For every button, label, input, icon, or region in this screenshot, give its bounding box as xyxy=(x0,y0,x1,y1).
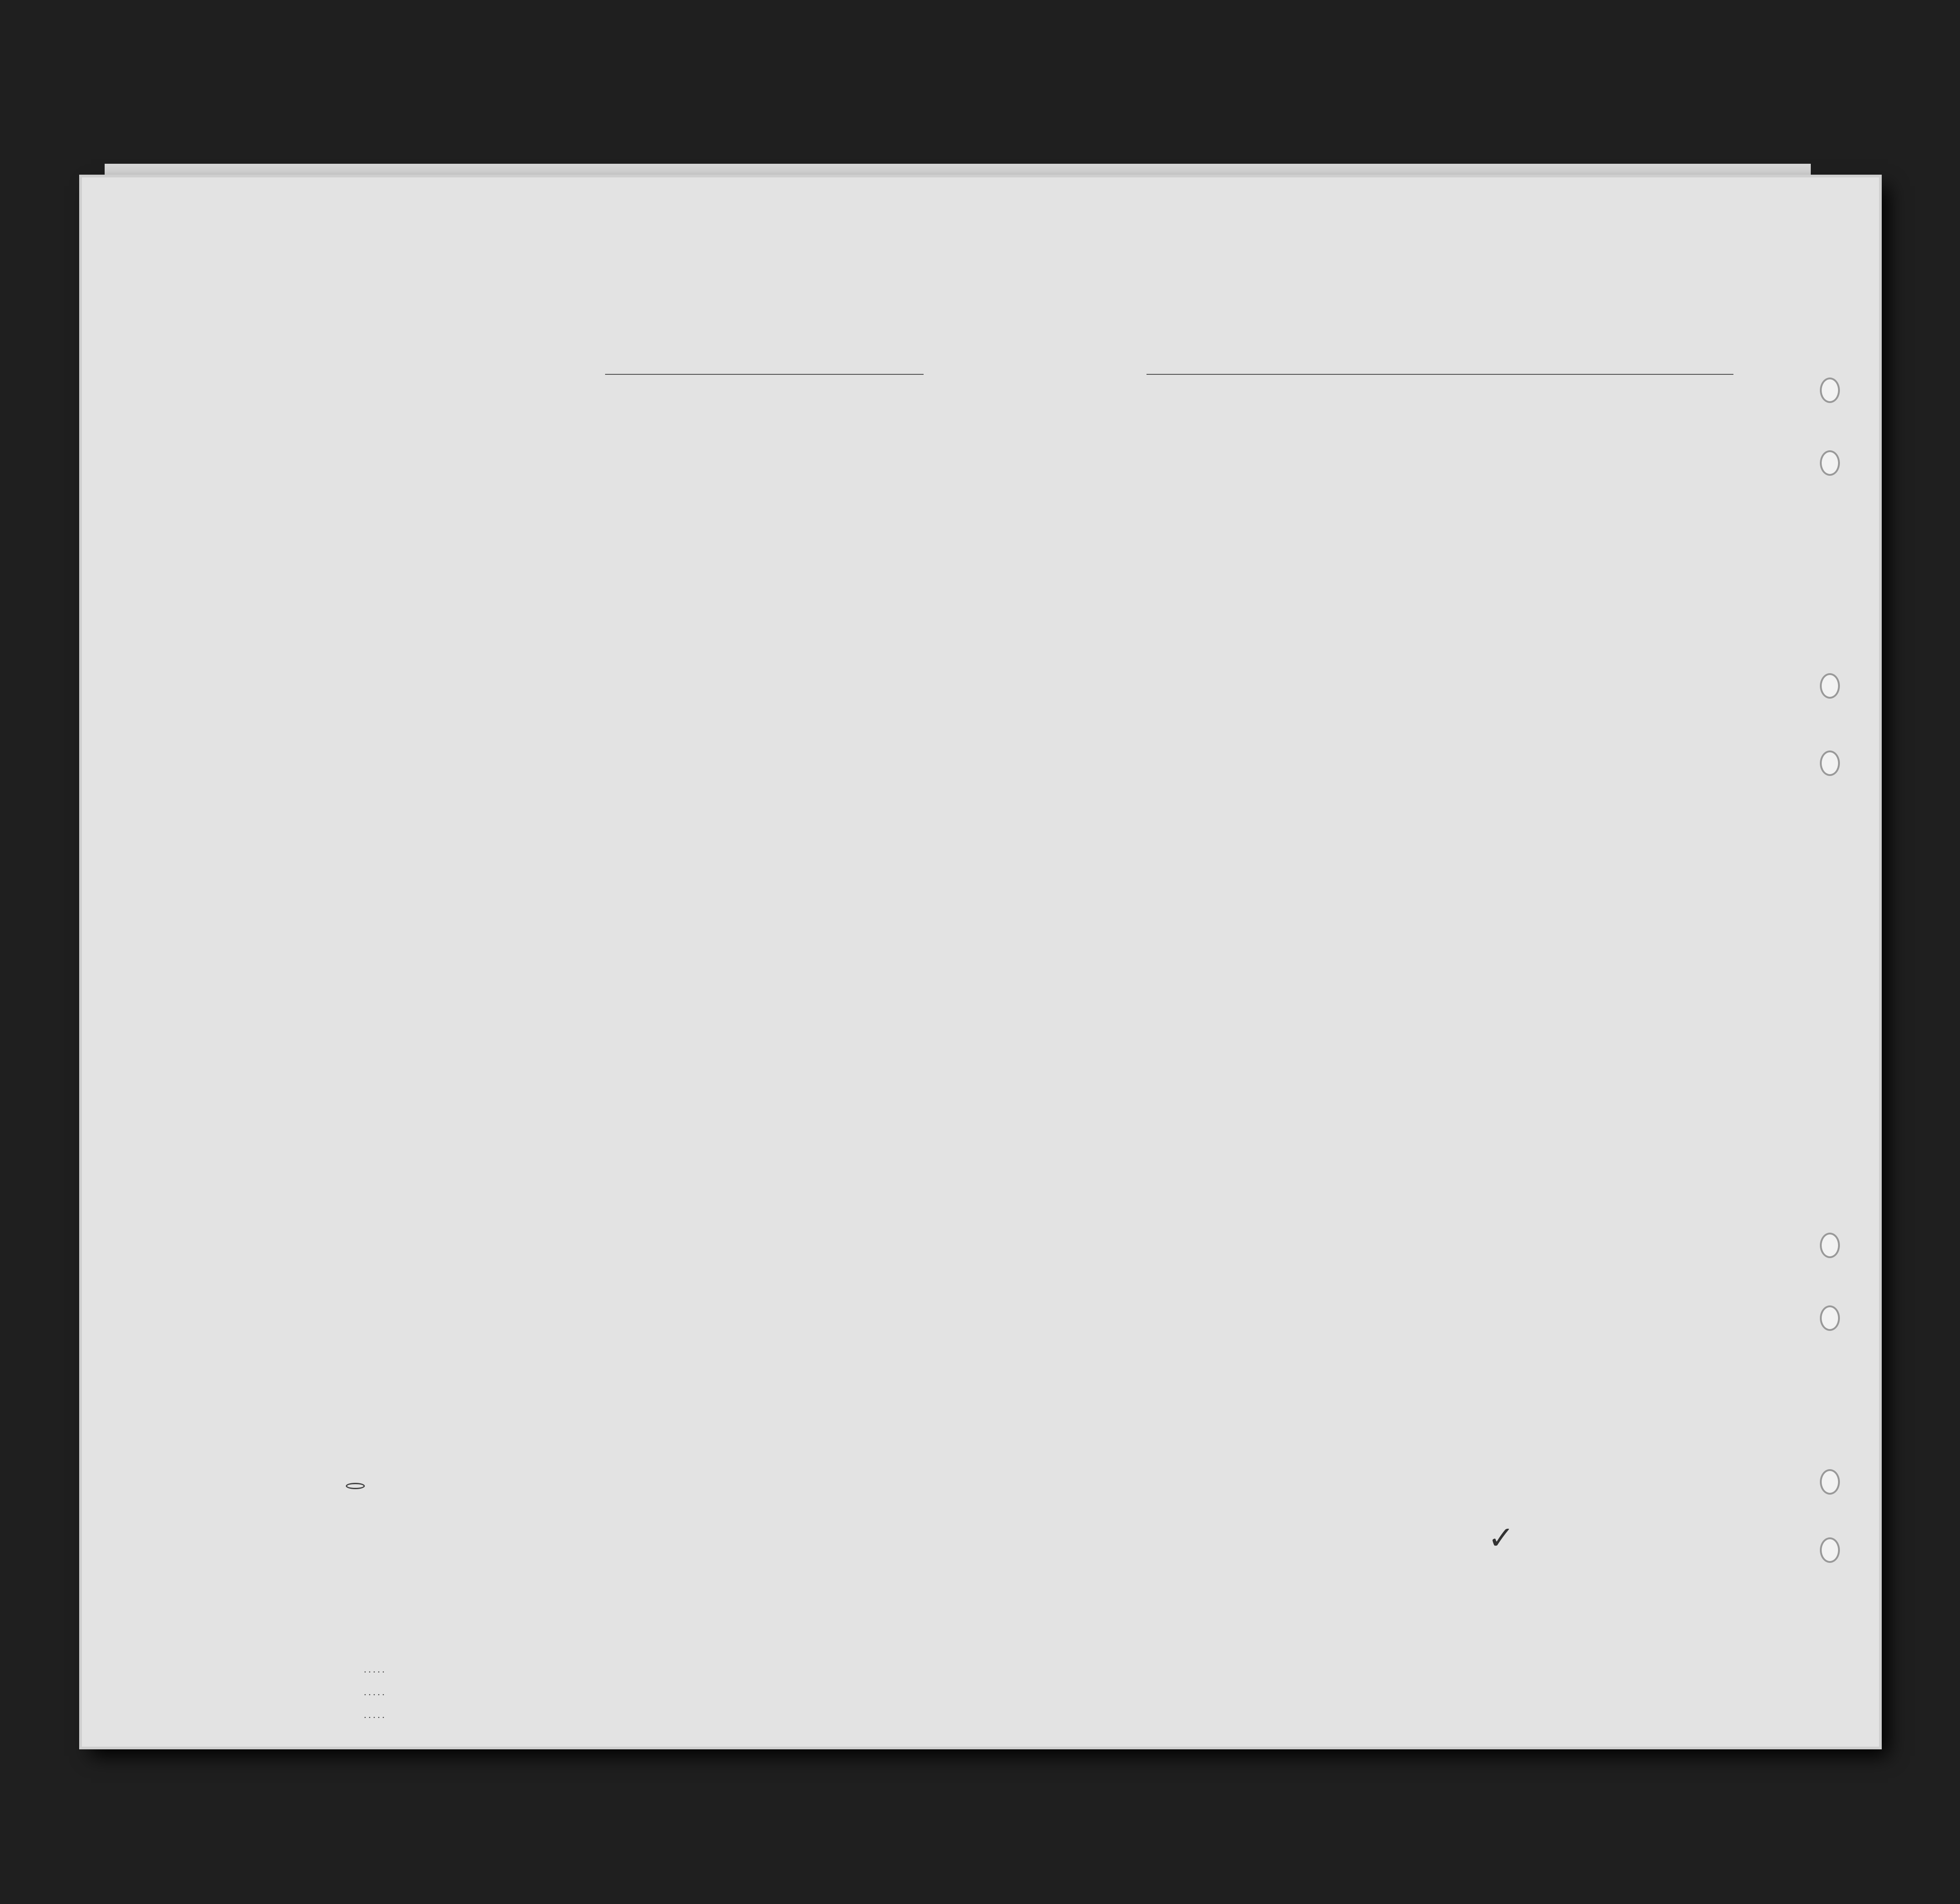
punch-hole xyxy=(1820,1469,1840,1495)
punch-hole xyxy=(1820,751,1840,776)
inspector-initial: ✓ xyxy=(1488,1519,1515,1556)
total-dots-2: . . . . . xyxy=(364,1687,384,1697)
punch-hole xyxy=(1820,450,1840,476)
total-dots-3: . . . . . xyxy=(364,1710,384,1720)
punch-hole xyxy=(1820,378,1840,403)
punch-hole xyxy=(1820,1537,1840,1563)
total-dots-1: . . . . . xyxy=(364,1665,384,1675)
manifest-sheet xyxy=(82,177,1879,1747)
punch-hole xyxy=(1820,1305,1840,1331)
punch-hole xyxy=(1820,1233,1840,1258)
punch-hole xyxy=(1820,673,1840,699)
handwritten-circled-count xyxy=(346,1483,365,1489)
manifest-grid xyxy=(82,177,1879,1747)
